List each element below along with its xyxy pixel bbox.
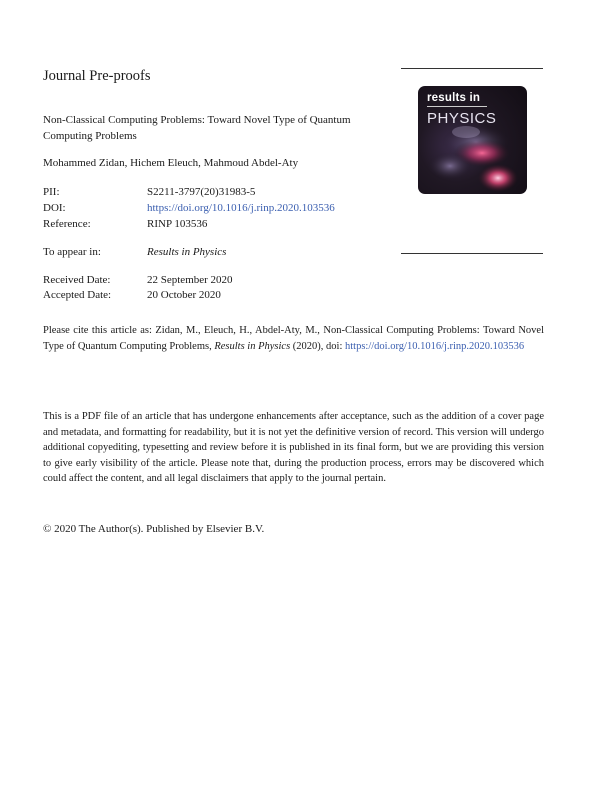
article-authors: Mohammed Zidan, Hichem Eleuch, Mahmoud Abdel-Aty — [43, 157, 299, 169]
top-rule — [401, 68, 543, 69]
doi-link[interactable]: https://doi.org/10.1016/j.rinp.2020.103536 — [147, 202, 335, 214]
citation-prefix: Please cite this article as: Zidan, M., Eleuch, H., Abdel-Aty, M., Non-Classical Computing Problems: Toward Novel Type of Quantum Computing Problems, — [43, 325, 544, 352]
journal-pre-proofs-label: Journal Pre-proofs — [43, 68, 151, 84]
citation-paragraph — [43, 323, 544, 354]
article-title: Non-Classical Computing Problems: Toward Novel Type of Quantum Computing Problems — [43, 114, 351, 142]
to-appear-value: Results in Physics — [147, 246, 227, 258]
cover-brand: results in — [427, 92, 481, 104]
pii-label: PII: — [43, 186, 60, 198]
citation-middle: (2020), doi: — [290, 340, 345, 352]
received-date-value: 22 September 2020 — [147, 274, 233, 286]
received-date-label: Received Date: — [43, 274, 111, 286]
reference-label: Reference: — [43, 218, 91, 230]
cover-journal-word: PHYSICS — [427, 110, 497, 127]
cover-divider — [427, 106, 487, 107]
cover-bottom-rule — [401, 253, 543, 254]
journal-cover-image — [418, 86, 527, 194]
accepted-date-label: Accepted Date: — [43, 289, 112, 301]
citation-doi-link[interactable]: https://doi.org/10.1016/j.rinp.2020.103536 — [345, 340, 525, 352]
accepted-date-value: 20 October 2020 — [147, 289, 221, 301]
citation-journal: Results in Physics — [214, 340, 291, 352]
disclaimer-paragraph: This is a PDF file of an article that has undergone enhancements after acceptance, such as the addition of a cover page and metadata, and formatting for readability, but it is not yet the definitive version of record. This version will undergo additional copyediting, typesetting and review before it is published in its final form, but we are providing this version to give early visibility of the article. Please note that, during the production process, errors may be discovered which could affect the content, and all legal disclaimers that apply to the journal pertain. — [43, 411, 544, 484]
copyright-notice: © 2020 The Author(s). Published by Elsevier B.V. — [43, 523, 265, 535]
reference-value: RINP 103536 — [147, 218, 208, 230]
pii-value: S2211-3797(20)31983-5 — [147, 186, 256, 198]
to-appear-label: To appear in: — [43, 246, 101, 258]
doi-label: DOI: — [43, 202, 66, 214]
